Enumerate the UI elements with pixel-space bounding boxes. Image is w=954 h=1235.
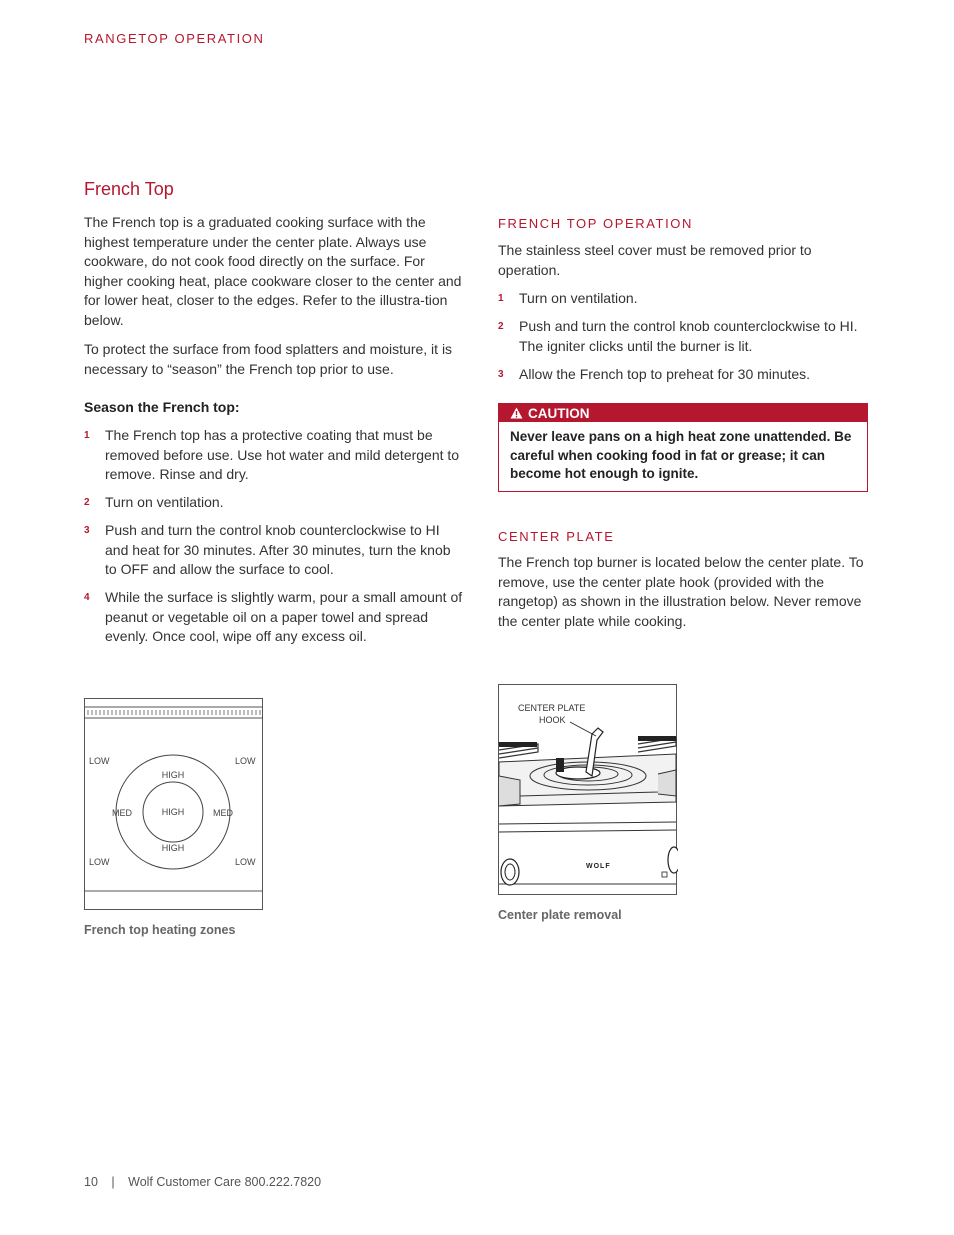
zone-label-low: LOW [89, 857, 110, 867]
zone-label-low: LOW [235, 756, 256, 766]
warning-triangle-icon [510, 407, 523, 419]
intro-paragraph-2: To protect the surface from food splatters and moisture, it is necessary to “season” the French top prior to use. [84, 341, 453, 377]
season-step [84, 426, 464, 485]
step-number: 4 [84, 592, 90, 603]
zone-label-high: HIGH [161, 843, 185, 853]
page-footer [84, 1175, 321, 1189]
operation-heading: FRENCH TOP OPERATION [498, 216, 694, 231]
operation-step [498, 289, 868, 309]
zone-label-high: HIGH [161, 807, 185, 817]
caution-header [499, 404, 867, 422]
season-label: Season the French top: [84, 399, 240, 415]
caution-box [498, 403, 868, 492]
step-number: 1 [498, 293, 504, 304]
step-text: Turn on ventilation. [105, 494, 224, 510]
hook-label-line2: HOOK [539, 715, 566, 725]
heating-zones-caption: French top heating zones [84, 923, 236, 937]
page-title: French Top [84, 179, 174, 199]
operation-step [498, 365, 868, 385]
step-number: 2 [84, 497, 90, 508]
center-plate-heading: CENTER PLATE [498, 529, 615, 544]
caution-label: CAUTION [528, 405, 590, 421]
step-text: Push and turn the control knob counterclockwise to HI and heat for 30 minutes. After 30 minutes, turn the knob to OFF and allow the surface to cool. [105, 522, 451, 578]
zone-label-low: LOW [89, 756, 110, 766]
zone-label-med: MED [213, 808, 233, 818]
step-text: Turn on ventilation. [519, 290, 638, 306]
zone-label-high: HIGH [161, 770, 185, 780]
season-step [84, 588, 464, 647]
heating-zones-diagram [84, 698, 264, 911]
intro-paragraph-1: The French top is a graduated cooking surface with the highest temperature under the center plate. Always use cookware, do not cook food directly on the surface. For higher cooking heat, place cookware closer to the center and for lower heat, closer to the edges. Refer to the illustra-tion below. [84, 214, 462, 328]
step-text: While the surface is slightly warm, pour a small amount of peanut or vegetable oil on a paper towel and spread evenly. Once cool, wipe off any excess oil. [105, 589, 463, 645]
footer-separator: | [111, 1175, 115, 1189]
zone-label-med: MED [112, 808, 132, 818]
center-plate-diagram [498, 684, 678, 896]
step-number: 1 [84, 430, 90, 441]
caution-text: Never leave pans on a high heat zone unattended. Be careful when cooking food in fat or grease; it can become hot enough to ignite. [510, 429, 852, 481]
step-number: 3 [84, 525, 90, 536]
brand-logo: WOLF [586, 863, 611, 870]
season-step [84, 521, 464, 580]
season-step [84, 493, 464, 513]
center-plate-caption: Center plate removal [498, 908, 622, 922]
center-plate-text: The French top burner is located below the center plate. To remove, use the center plate hook (provided with the rangetop) as shown in the illustration below. Never remove the center plate while cooking. [498, 554, 864, 629]
step-text: The French top has a protective coating that must be removed before use. Use hot water and mild detergent to remove. Rinse and dry. [105, 427, 460, 483]
operation-intro: The stainless steel cover must be removed prior to operation. [498, 242, 812, 278]
step-text: Allow the French top to preheat for 30 minutes. [519, 366, 811, 382]
footer-contact: Wolf Customer Care 800.222.7820 [128, 1175, 322, 1189]
page-number: 10 [84, 1175, 98, 1189]
section-header: RANGETOP OPERATION [84, 31, 265, 46]
hook-label-line1: CENTER PLATE [518, 703, 586, 713]
zone-label-low: LOW [235, 857, 256, 867]
step-text: Push and turn the control knob counterclockwise to HI. The igniter clicks until the burner is lit. [519, 318, 858, 354]
step-number: 3 [498, 369, 504, 380]
step-number: 2 [498, 321, 504, 332]
operation-step [498, 317, 868, 356]
